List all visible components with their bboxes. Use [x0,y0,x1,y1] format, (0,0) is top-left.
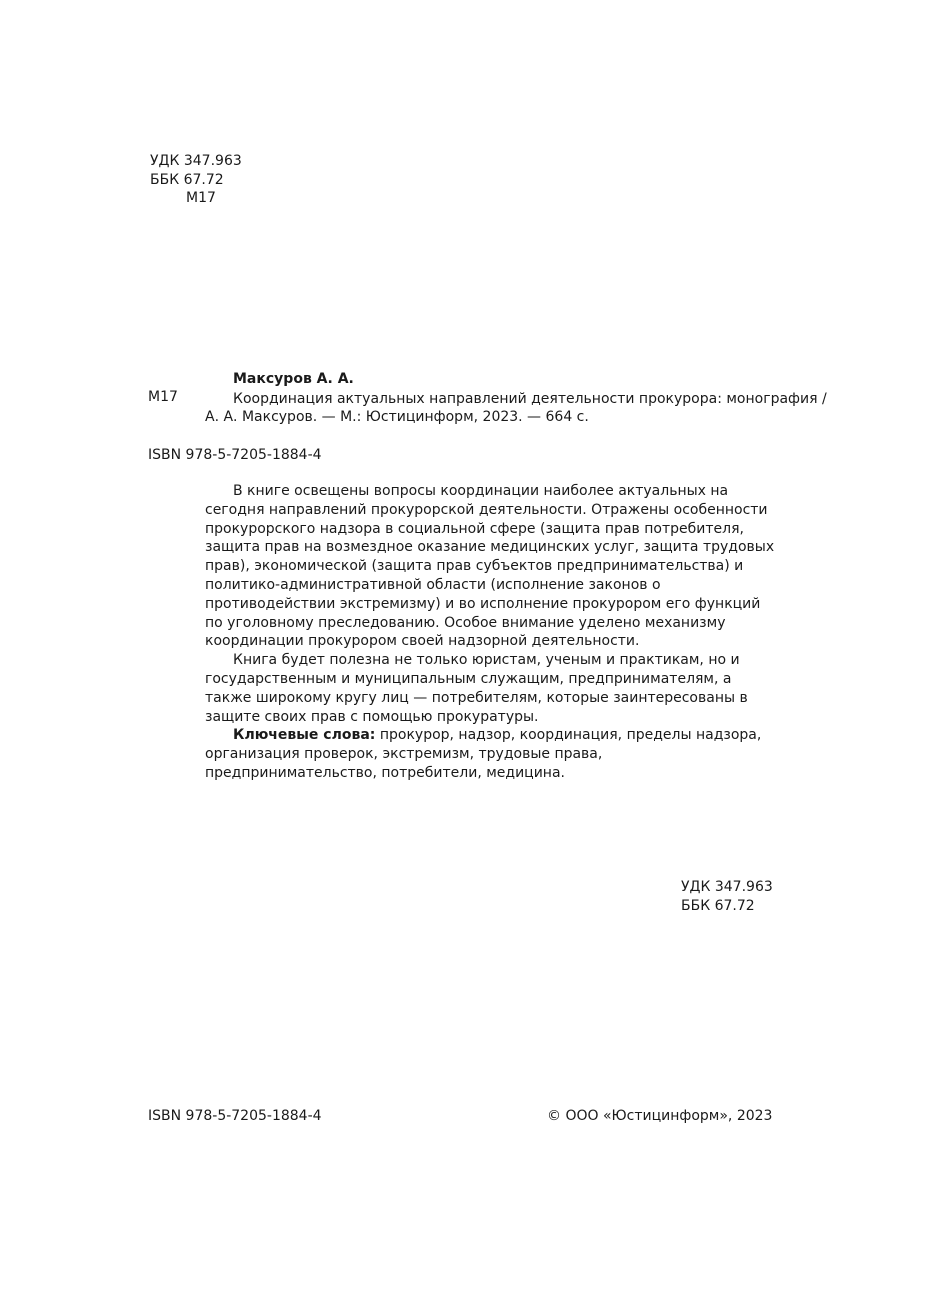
classification-bbk: ББК 67.72 [681,898,755,914]
author-name: Максуров А. А. [233,371,354,387]
header-bbk: ББК 67.72 [150,172,224,188]
keywords-paragraph [205,726,775,782]
footer-isbn: ISBN 978-5-7205-1884-4 [148,1108,322,1124]
record-isbn: ISBN 978-5-7205-1884-4 [148,447,322,463]
record-author-code: М17 [148,389,178,405]
title-line-2: А. А. Максуров. — М.: Юстицинформ, 2023. — 664 с. [205,409,589,425]
header-udc: УДК 347.963 [150,153,242,169]
classification-udc: УДК 347.963 [681,879,773,895]
abstract-paragraph-1: В книге освещены вопросы координации наиболее актуальных на сегодня направлений прокурорской деятельности. Отражены особенности прокурорского надзора в социальной сфере (защита прав потребителя, защита прав на возмездное оказание медицинских услуг, защита трудовых прав), экономической (защита прав субъектов предпринимательства) и политико-административной области (исполнение законов о противодействии экстремизму) и во исполнение прокурором его функций по уголовному преследованию. Особое внимание уделено механизму координации прокурором своей надзорной деятельности. [205,483,775,650]
abstract [205,482,775,783]
abstract-paragraph-2: Книга будет полезна не только юристам, ученым и практикам, но и государственным и муниципальным служащим, предпринимателям, а также широкому кругу лиц — потребителям, которые заинтересованы в защите своих прав с помощью прокуратуры. [205,652,748,725]
header-author-code: М17 [186,190,216,206]
title-line-1: Координация актуальных направлений деятельности прокурора: монография / [233,391,827,407]
copyright-notice: © ООО «Юстицинформ», 2023 [547,1108,773,1124]
keywords-text: прокурор, надзор, координация, пределы надзора, организация проверок, экстремизм, трудовые права, предпринимательство, потребители, медицина. [205,727,762,781]
keywords-label: Ключевые слова: [233,727,376,744]
